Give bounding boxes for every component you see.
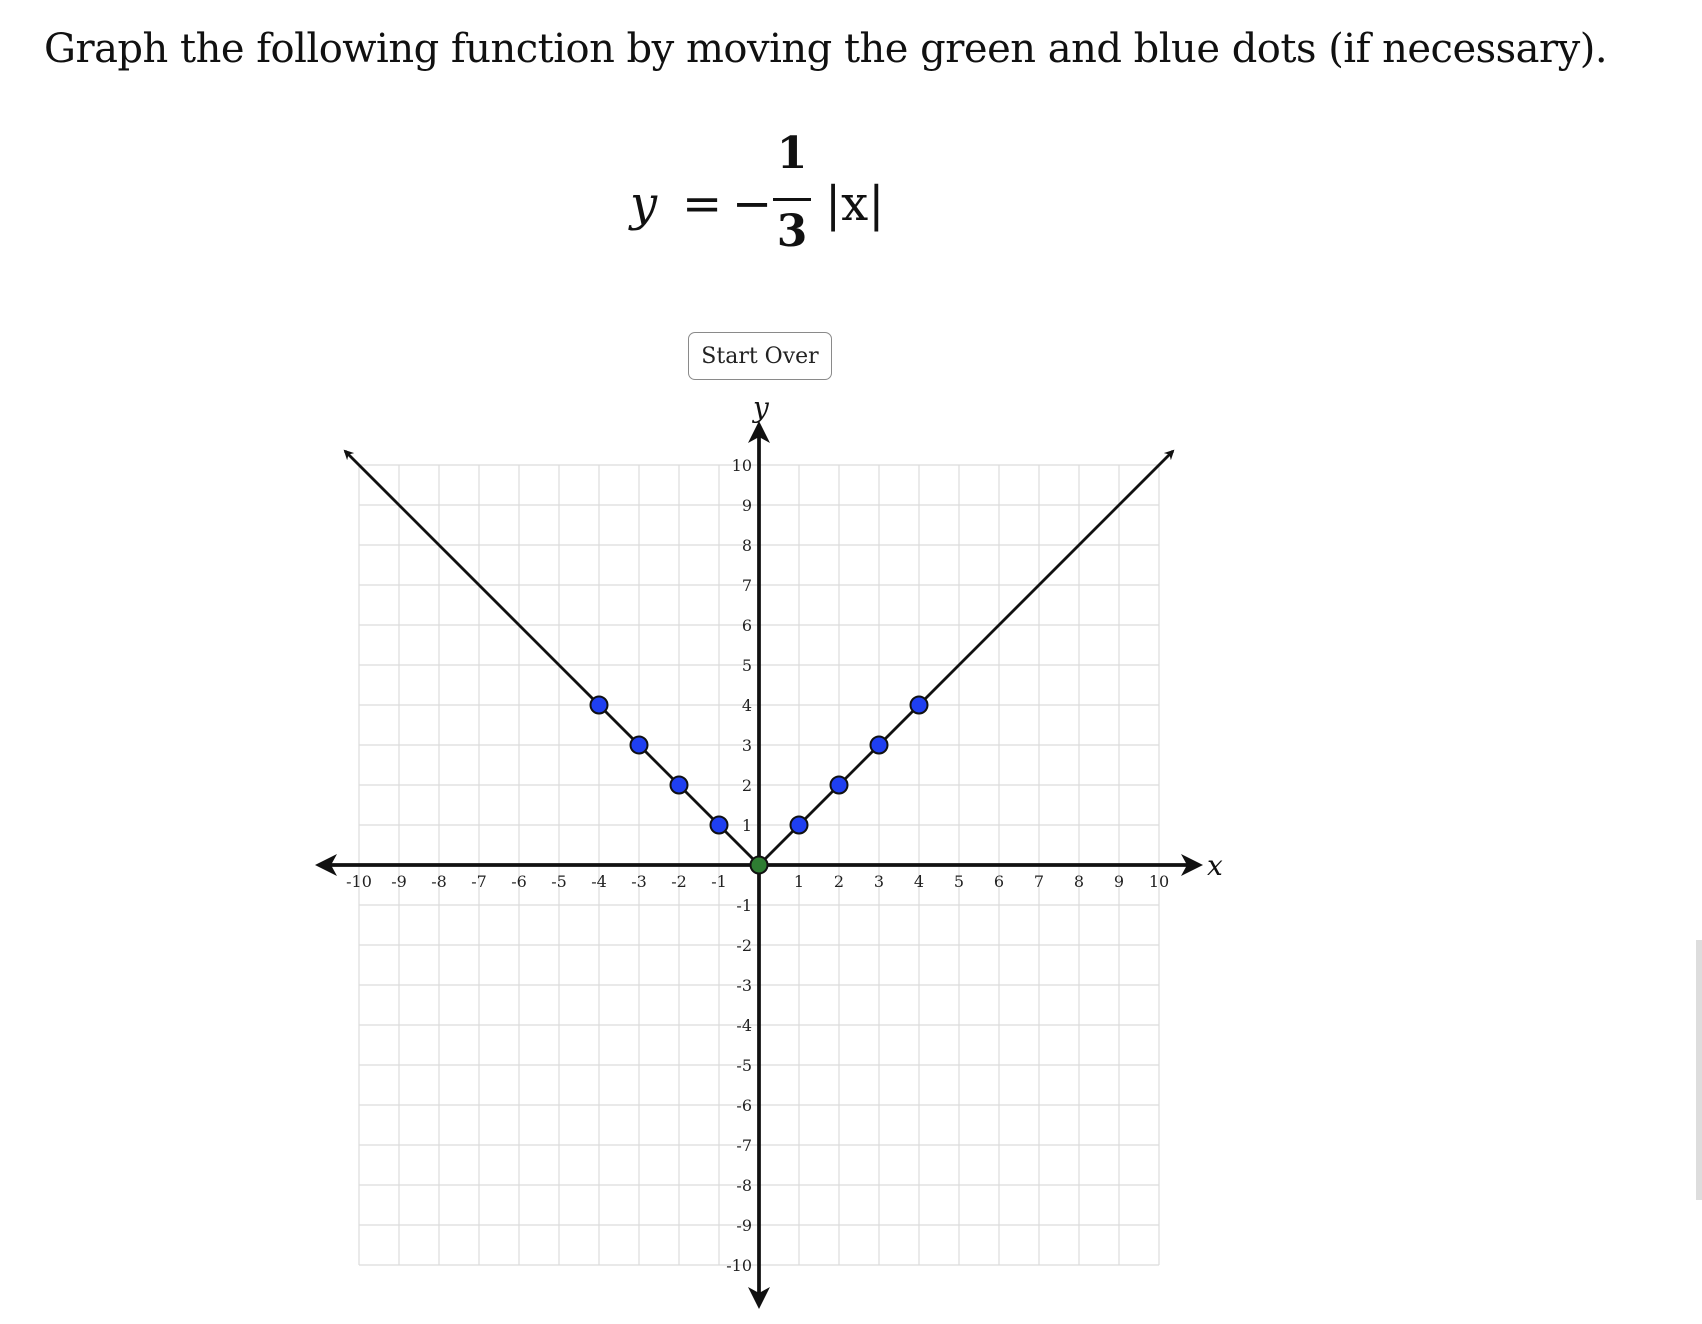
equation-equals: =	[682, 176, 723, 232]
blue-control-point[interactable]	[911, 697, 928, 714]
blue-control-point[interactable]	[791, 817, 808, 834]
y-tick-label: 10	[731, 456, 752, 475]
equation-minus-sign: −	[732, 176, 773, 232]
x-tick-label: -2	[671, 872, 687, 891]
blue-control-point[interactable]	[591, 697, 608, 714]
fraction-denominator: 3	[776, 206, 808, 257]
graph-line-left-ray	[345, 451, 759, 865]
x-tick-label: 5	[953, 872, 965, 891]
equation-lhs: y	[630, 176, 658, 232]
x-tick-label: 2	[833, 872, 845, 891]
blue-control-point[interactable]	[711, 817, 728, 834]
y-tick-label: -3	[736, 976, 752, 995]
scrollbar-edge[interactable]	[1696, 940, 1702, 1200]
y-tick-label: -2	[736, 936, 752, 955]
y-tick-label: 1	[741, 816, 752, 835]
question-prompt: Graph the following function by moving the green and blue dots (if necessary).	[44, 26, 1608, 72]
graph-line-right-ray	[759, 451, 1173, 865]
x-tick-label: -4	[591, 872, 607, 891]
y-tick-label: -6	[736, 1096, 752, 1115]
blue-control-point[interactable]	[831, 777, 848, 794]
y-tick-label: 7	[741, 576, 752, 595]
green-vertex-point[interactable]	[751, 857, 768, 874]
x-tick-label: 6	[993, 872, 1005, 891]
x-tick-label: 4	[913, 872, 925, 891]
y-tick-label: -10	[726, 1256, 752, 1275]
x-tick-label: 9	[1113, 872, 1125, 891]
y-tick-label: -9	[736, 1216, 752, 1235]
y-tick-label: 9	[741, 496, 752, 515]
x-tick-label: 10	[1148, 872, 1170, 891]
x-tick-label: -5	[551, 872, 567, 891]
y-axis-label: y	[753, 391, 769, 424]
x-tick-label: -8	[431, 872, 447, 891]
x-tick-label: -6	[511, 872, 527, 891]
y-tick-label: 5	[741, 656, 752, 675]
x-tick-label: -7	[471, 872, 487, 891]
x-tick-label: -3	[631, 872, 647, 891]
blue-control-point[interactable]	[671, 777, 688, 794]
start-over-button[interactable]: Start Over	[688, 332, 832, 380]
x-tick-label: -1	[711, 872, 727, 891]
y-tick-label: -4	[736, 1016, 752, 1035]
blue-control-point[interactable]	[631, 737, 648, 754]
blue-control-point[interactable]	[871, 737, 888, 754]
x-tick-label: -9	[391, 872, 407, 891]
y-tick-label: 3	[741, 736, 752, 755]
x-tick-label: 1	[793, 872, 805, 891]
x-axis-label: x	[1207, 849, 1223, 882]
x-tick-label: 8	[1073, 872, 1085, 891]
x-tick-label: 3	[873, 872, 885, 891]
y-tick-label: 2	[741, 776, 752, 795]
fraction-numerator: 1	[776, 128, 808, 179]
y-tick-label: 8	[741, 536, 752, 555]
x-tick-label: -10	[346, 872, 372, 891]
y-tick-label: 4	[741, 696, 752, 715]
y-tick-label: -8	[736, 1176, 752, 1195]
y-tick-label: -1	[736, 896, 752, 915]
y-tick-label: 6	[741, 616, 752, 635]
x-tick-label: 7	[1033, 872, 1045, 891]
equation-abs-x: |x|	[825, 176, 885, 232]
y-tick-label: -7	[736, 1136, 752, 1155]
y-tick-label: -5	[736, 1056, 752, 1075]
